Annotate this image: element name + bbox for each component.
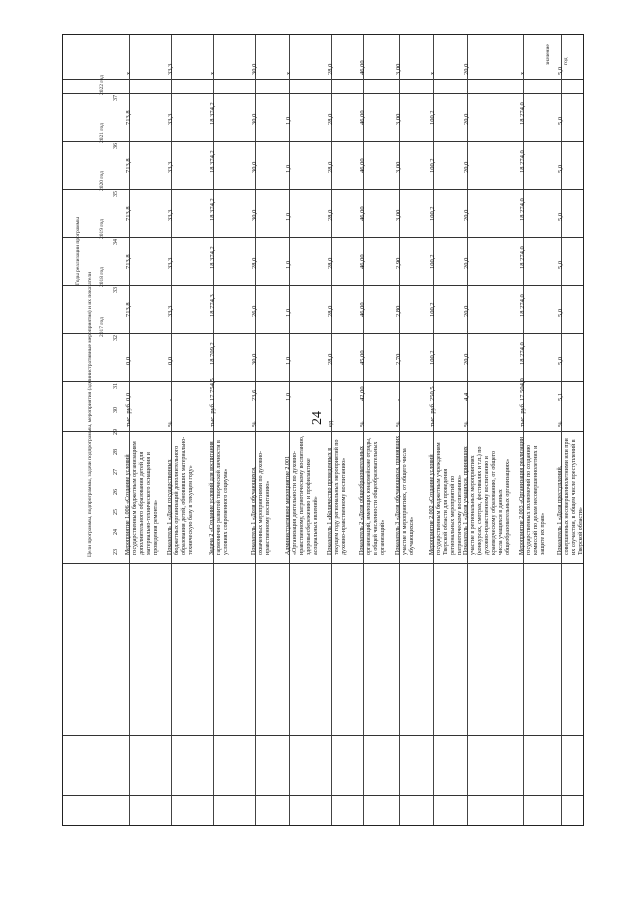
row-year-value: 28,0 [327, 113, 334, 125]
row-description: Показатель 1 «Доля государственных бюджетных организаций дополнительного образования детей, обновивших материально-техническую базу в текущем году» [167, 436, 194, 555]
row-year-value: 30,0 [251, 353, 258, 365]
row-year-value: 5,0 [557, 164, 564, 173]
row-year-value: 713,8 [125, 302, 132, 317]
year-label-2020: 2020 год [99, 171, 105, 191]
row-goal-value: - [395, 398, 402, 401]
column-number: 25 [113, 509, 119, 515]
row-year-value: 18 274,0 [519, 342, 526, 365]
row-year-value: 33,3 [167, 113, 174, 125]
row-year-value: 5,0 [557, 260, 564, 269]
column-number: 29 [113, 429, 119, 435]
row-description: Показатель 2 «Доля общеобразовательных организаций, имеющих юнармейские отряды, в общей численности общеобразовательных организаций» [359, 437, 386, 555]
row-year-value: 5,0 [557, 308, 564, 317]
row-year-value: 46,00 [359, 206, 366, 221]
row-year-value: 18 374,2 [209, 150, 216, 173]
row-year-value: 713,8 [125, 206, 132, 221]
row-final-value: 5,0 [557, 66, 564, 75]
row-year-value: 2,90 [395, 257, 402, 269]
row-year-value: 28,0 [327, 161, 334, 173]
row-final-value: x [125, 71, 132, 75]
row-year-value: 18 374,2 [209, 102, 216, 125]
row-year-value: 2,80 [395, 305, 402, 317]
year-label-2017: 2017 год [99, 317, 105, 337]
row-year-value: 18 274,0 [519, 150, 526, 173]
row-description: Мероприятие 2.003 «Организация реализации государственных полномочий по созданию комиссий по делам несовершеннолетних и защите их прав» [519, 436, 546, 555]
column-number: 36 [113, 143, 119, 149]
row-year-value: 20,0 [463, 209, 470, 221]
row-description: Показатель 1 «Количество проведенных в текущем году региональных мероприятий по духовно-нравственному воспитанию» [327, 439, 347, 555]
row-description: Показатель 1 «Доля преступлений, совершенных несовершеннолетними или при их соучастии, в общем числе преступлений в Тверской области» [557, 438, 584, 555]
year-label-2022: 2022 год [99, 75, 105, 95]
column-number: 26 [113, 489, 119, 495]
row-unit: % [463, 421, 470, 427]
row-unit: тыс. руб. [519, 402, 526, 427]
row-final-value: 33,3 [167, 63, 174, 75]
column-number: 34 [113, 239, 119, 245]
row-unit: % [557, 421, 564, 427]
row-year-value: 1,0 [285, 356, 292, 365]
row-year-value: 18 374,2 [209, 198, 216, 221]
row-unit: % [251, 421, 258, 427]
row-year-value: 3,00 [395, 113, 402, 125]
row-final-value: 3,00 [395, 63, 402, 75]
row-year-value: 100,2 [429, 302, 436, 317]
row-year-value: 1,0 [285, 212, 292, 221]
row-year-value: 45,00 [359, 350, 366, 365]
row-year-value: 100,2 [429, 158, 436, 173]
column-number: 35 [113, 191, 119, 197]
row-year-value: 1,0 [285, 308, 292, 317]
row-year-value: 20,0 [463, 113, 470, 125]
row-unit: ед. [327, 419, 334, 427]
row-year-value: 20,0 [463, 257, 470, 269]
row-year-value: 1,0 [285, 164, 292, 173]
row-final-value: 28,0 [327, 63, 334, 75]
row-year-value: 0,0 [125, 356, 132, 365]
years-header: Годы реализации программы [75, 217, 81, 285]
row-year-value: 28,0 [327, 209, 334, 221]
row-year-value: 713,8 [125, 254, 132, 269]
year-label-2019: 2019 год [99, 219, 105, 239]
row-year-value: 713,8 [125, 110, 132, 125]
row-goal-value: 0,0 [125, 392, 132, 401]
row-year-value: 100,2 [429, 206, 436, 221]
row-year-value: 20,0 [463, 161, 470, 173]
row-unit: % [395, 421, 402, 427]
row-year-value: 30,0 [251, 209, 258, 221]
row-year-value: 1,0 [285, 116, 292, 125]
year-label-2018: 2018 год [99, 267, 105, 287]
row-year-value: 18 274,0 [519, 246, 526, 269]
column-number: 37 [113, 95, 119, 101]
row-final-value: x [285, 71, 292, 75]
row-year-value: 2,70 [395, 353, 402, 365]
row-year-value: 0,0 [167, 356, 174, 365]
row-goal-value: - [327, 398, 334, 401]
row-goal-value: 1,0 [285, 392, 292, 401]
column-number-row [63, 79, 583, 93]
row-year-value: 713,8 [125, 158, 132, 173]
row-year-value: 28,0 [251, 257, 258, 269]
row-year-value: 28,0 [327, 305, 334, 317]
row-unit: тыс. руб. [125, 402, 132, 427]
row-description: Мероприятие 1.006 «Создание условий государственным бюджетным организациям дополнительного образования детей для материально-технического оснащения и проведения ремонта» [125, 441, 159, 555]
row-unit: тыс. руб. [209, 402, 216, 427]
row-year-value: 46,00 [359, 158, 366, 173]
row-goal-value: 42,00 [359, 386, 366, 401]
row-year-value: 18 709,2 [209, 342, 216, 365]
row-year-value: 5,0 [557, 212, 564, 221]
row-year-value: 3,00 [395, 161, 402, 173]
column-number: 31 [113, 383, 119, 389]
row-year-value: 46,00 [359, 302, 366, 317]
row-year-value: 20,0 [463, 353, 470, 365]
row-year-value: 20,0 [463, 305, 470, 317]
row-year-value: 1,0 [285, 260, 292, 269]
row-final-value: 30,0 [251, 63, 258, 75]
final-year-header: год [563, 57, 569, 65]
row-year-value: 46,00 [359, 110, 366, 125]
row-goal-value: 23,6 [251, 389, 258, 401]
row-year-value: 28,0 [327, 353, 334, 365]
row-year-value: 18 374,2 [209, 246, 216, 269]
row-final-value: x [209, 71, 216, 75]
row-goal-value: 17 754,5 [209, 378, 216, 401]
row-goal-value: 4,4 [463, 392, 470, 401]
row-goal-value: - [167, 398, 174, 401]
row-year-value: 33,3 [167, 305, 174, 317]
row-year-value: 46,00 [359, 254, 366, 269]
row-description: Задача 2 «Создание условий для воспитания гармонично развитой творческой личности в условиях современного социума» [209, 440, 229, 555]
column-number: 27 [113, 469, 119, 475]
column-number: 33 [113, 287, 119, 293]
table-header-band [63, 35, 583, 79]
tasks-header: Цели программы, подпрограммы, задачи подпрограммы, мероприятия (административные мероприятия) и их показатели [87, 271, 93, 557]
row-description: Административное мероприятие 2.001 «Организация деятельности по духовно-нравственному, патриотическому воспитанию, здоровьесбережению и профилактике асоциальных явлений» [285, 435, 319, 555]
row-description: Показатель 1 «Доля обучающихся, охваченных мероприятиями по духовно-нравственному воспитанию» [251, 451, 271, 555]
row-year-value: 3,00 [395, 209, 402, 221]
row-goal-value: 17 504,0 [519, 378, 526, 401]
column-number: 28 [113, 449, 119, 455]
row-unit: % [167, 421, 174, 427]
row-year-value: 28,0 [327, 257, 334, 269]
row-unit: тыс. руб. [429, 402, 436, 427]
final-value-header: значение [545, 44, 551, 65]
row-year-value: 100,2 [429, 110, 436, 125]
row-description: Мероприятие 2.002 «Создание условий государственным бюджетным учреждениям Тверской области для проведения региональных мероприятий по патриотическому воспитанию» [429, 442, 463, 555]
row-year-value: 5,0 [557, 116, 564, 125]
row-final-value: 46,00 [359, 60, 366, 75]
program-table [62, 34, 584, 826]
row-year-value: 18 774,3 [209, 294, 216, 317]
row-description: Показатель 3 «Доля обучающихся, принявших участие в мероприятиях, от общего числа обучающихся» [395, 435, 415, 555]
row-year-value: 18 274,0 [519, 198, 526, 221]
row-year-value: 33,3 [167, 257, 174, 269]
row-unit: % [359, 421, 366, 427]
row-final-value: x [429, 71, 436, 75]
row-year-value: 18 274,0 [519, 102, 526, 125]
column-number: 32 [113, 335, 119, 341]
row-final-value: 20,0 [463, 63, 470, 75]
page-number: 24 [310, 411, 325, 425]
row-goal-value: 5,1 [557, 392, 564, 401]
row-year-value: 100,2 [429, 350, 436, 365]
row-goal-value: 250,5 [429, 386, 436, 401]
row-year-value: 18 274,0 [519, 294, 526, 317]
row-year-value: 30,0 [251, 113, 258, 125]
column-number: 30 [113, 407, 119, 413]
row-year-value: 33,3 [167, 161, 174, 173]
year-label-2021: 2021 год [99, 123, 105, 143]
column-number: 24 [113, 529, 119, 535]
row-year-value: 30,0 [251, 161, 258, 173]
row-year-value: 100,2 [429, 254, 436, 269]
row-year-value: 5,0 [557, 356, 564, 365]
row-final-value: x [519, 71, 526, 75]
row-year-value: 33,3 [167, 209, 174, 221]
row-year-value: 26,0 [251, 305, 258, 317]
column-number: 23 [113, 549, 119, 555]
row-description: Показатель 1 «Доля учащихся, принявших участие в региональных мероприятиях (конкурсах, смотрах, фестивалях и т.п.) по духовно-нравственному воспитанию и краеведческому образованию, от общего числа учащихся в данных общеобразовательных организациях» [463, 446, 511, 555]
